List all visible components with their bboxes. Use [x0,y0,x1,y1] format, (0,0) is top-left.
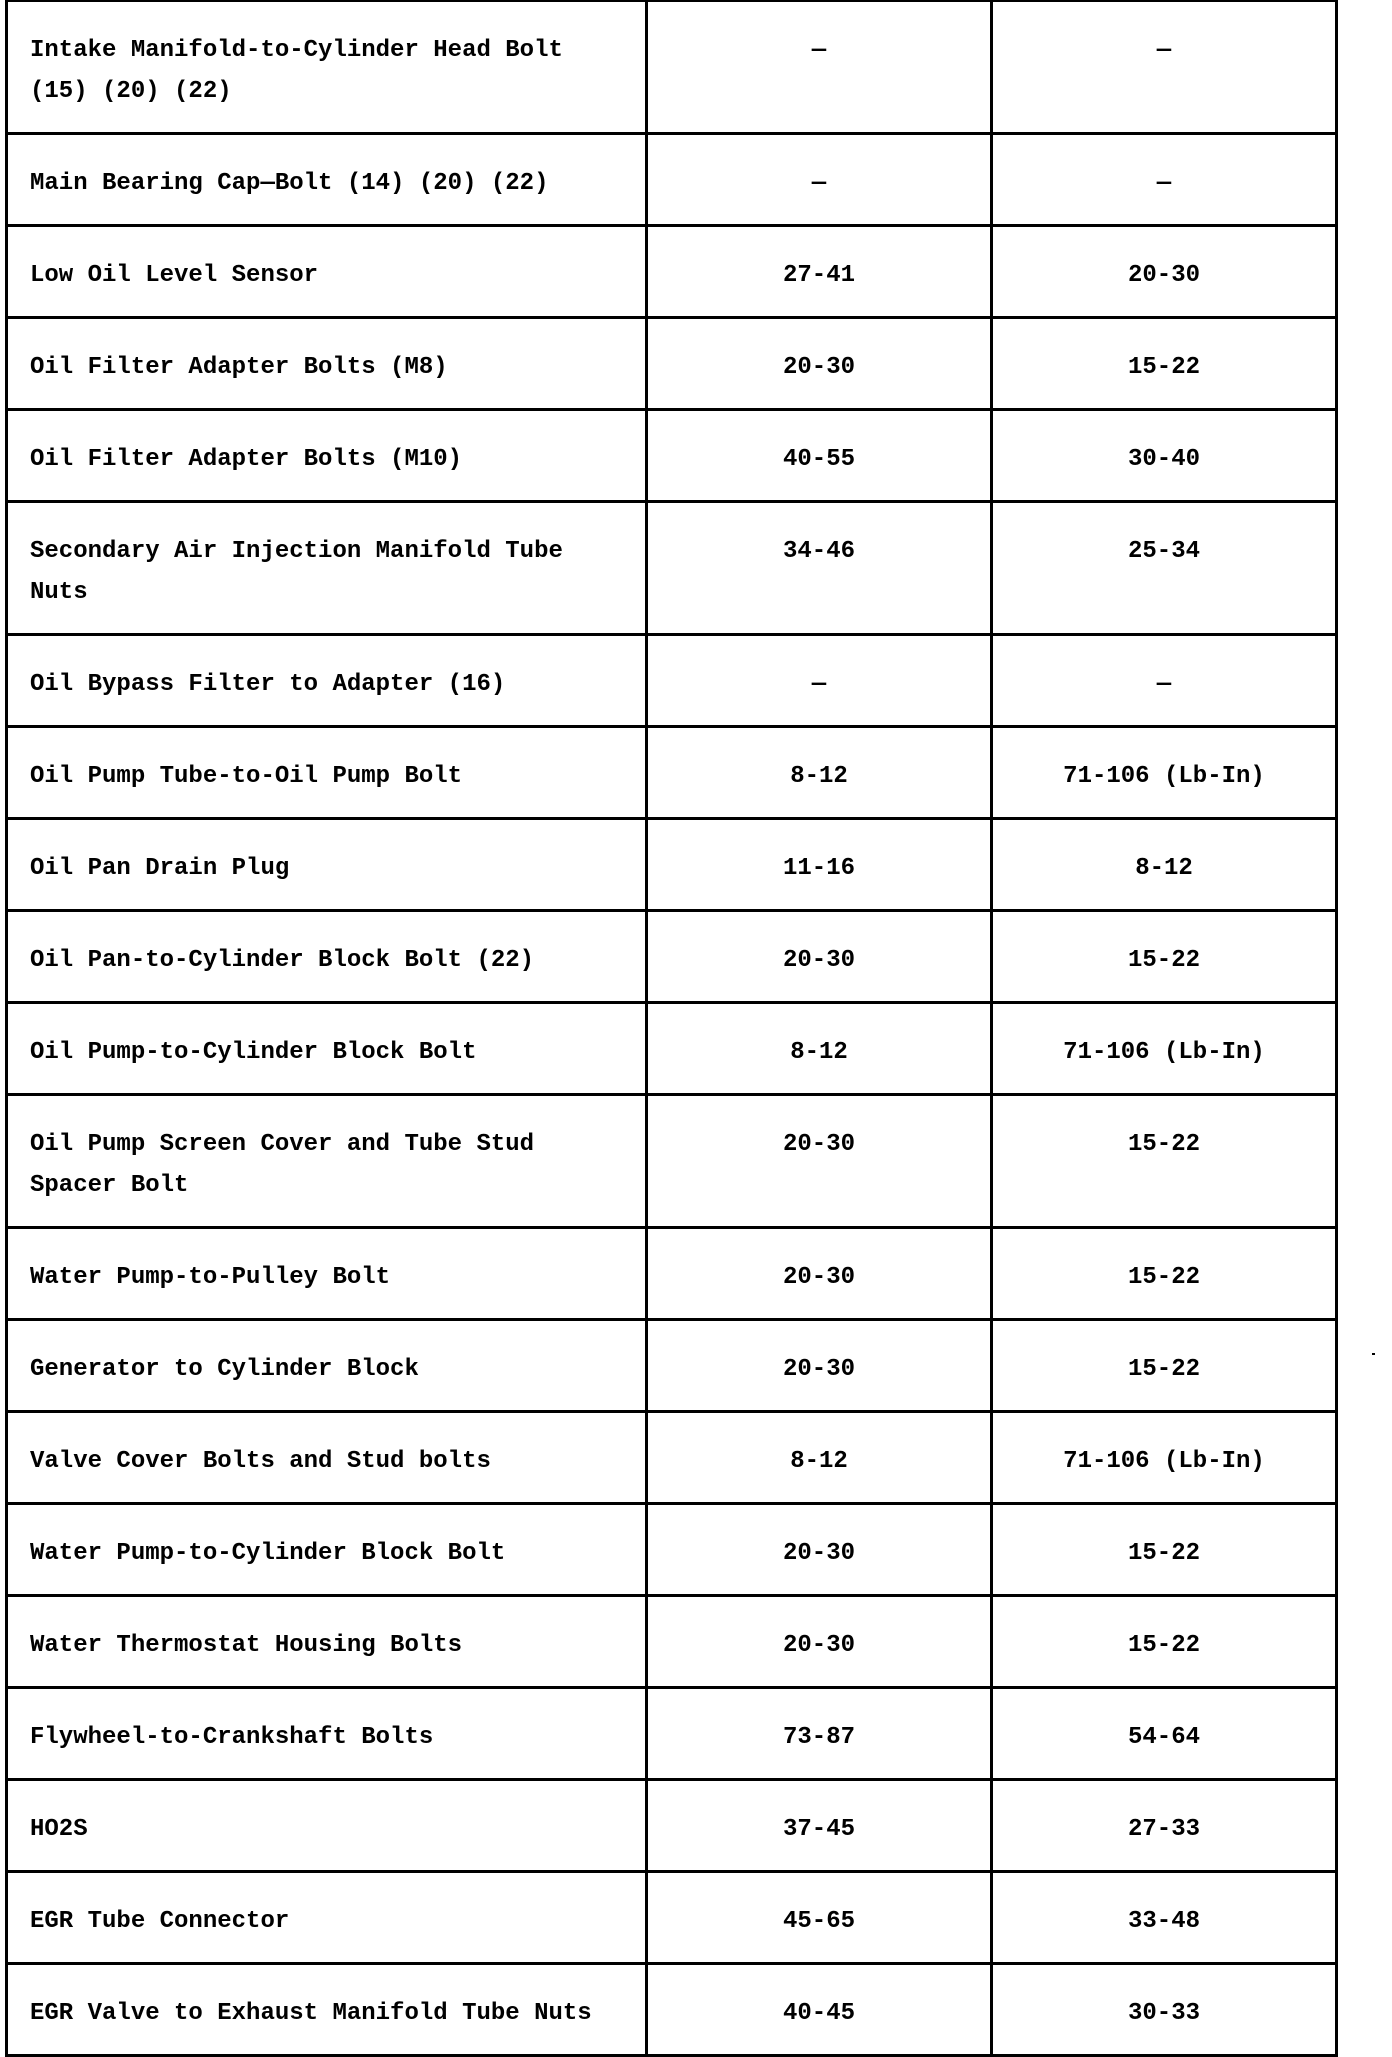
torque-spec-table [5,0,1338,2057]
fastener-cell: Oil Pan-to-Cylinder Block Bolt (22) [7,911,647,1003]
english-torque-cell: 15-22 [992,1228,1337,1320]
metric-torque-cell: 20-30 [647,1504,992,1596]
english-torque-cell: 15-22 [992,1095,1337,1228]
metric-torque-cell: 20-30 [647,318,992,410]
english-torque-cell: 30-40 [992,410,1337,502]
english-torque-cell: 8-12 [992,819,1337,911]
english-torque-cell: 54-64 [992,1688,1337,1780]
fastener-cell: Oil Filter Adapter Bolts (M10) [7,410,647,502]
metric-torque-cell: 40-55 [647,410,992,502]
fastener-cell: Oil Bypass Filter to Adapter (16) [7,635,647,727]
fastener-cell: Oil Pan Drain Plug [7,819,647,911]
table-row [7,1688,1337,1780]
english-torque-cell: 30-33 [992,1964,1337,2056]
table-row [7,1,1337,134]
metric-torque-cell: 20-30 [647,1095,992,1228]
metric-torque-cell: 34-46 [647,502,992,635]
metric-torque-cell: 37-45 [647,1780,992,1872]
table-row [7,134,1337,226]
table-row [7,1095,1337,1228]
table-row [7,1320,1337,1412]
metric-torque-cell: — [647,134,992,226]
metric-torque-cell: 73-87 [647,1688,992,1780]
table-row [7,1228,1337,1320]
fastener-cell: Valve Cover Bolts and Stud bolts [7,1412,647,1504]
table-row [7,226,1337,318]
metric-torque-cell: — [647,1,992,134]
metric-torque-cell: 20-30 [647,1596,992,1688]
metric-torque-cell: 20-30 [647,1320,992,1412]
table-row [7,911,1337,1003]
metric-torque-cell: 27-41 [647,226,992,318]
english-torque-cell: 71-106 (Lb-In) [992,727,1337,819]
table-row [7,410,1337,502]
english-torque-cell: 27-33 [992,1780,1337,1872]
english-torque-cell: — [992,635,1337,727]
english-torque-cell: 25-34 [992,502,1337,635]
english-torque-cell: 15-22 [992,1596,1337,1688]
metric-torque-cell: 11-16 [647,819,992,911]
english-torque-cell: 20-30 [992,226,1337,318]
table-row [7,1412,1337,1504]
table-row [7,1596,1337,1688]
metric-torque-cell: 20-30 [647,1228,992,1320]
table-row [7,502,1337,635]
english-torque-cell: — [992,1,1337,134]
metric-torque-cell: 8-12 [647,727,992,819]
english-torque-cell: 71-106 (Lb-In) [992,1003,1337,1095]
metric-torque-cell: 20-30 [647,911,992,1003]
fastener-cell: EGR Tube Connector [7,1872,647,1964]
table-row [7,819,1337,911]
metric-torque-cell: — [647,635,992,727]
table-row [7,318,1337,410]
english-torque-cell: 15-22 [992,1320,1337,1412]
english-torque-cell: — [992,134,1337,226]
english-torque-cell: 15-22 [992,911,1337,1003]
fastener-cell: Oil Pump Tube-to-Oil Pump Bolt [7,727,647,819]
scan-speck [1372,1353,1375,1355]
english-torque-cell: 15-22 [992,318,1337,410]
table-row [7,727,1337,819]
fastener-cell: EGR Valve to Exhaust Manifold Tube Nuts [7,1964,647,2056]
english-torque-cell: 15-22 [992,1504,1337,1596]
fastener-cell: Secondary Air Injection Manifold Tube Nuts [7,502,647,635]
table-row [7,1504,1337,1596]
fastener-cell: Oil Pump-to-Cylinder Block Bolt [7,1003,647,1095]
fastener-cell: Water Thermostat Housing Bolts [7,1596,647,1688]
fastener-cell: Low Oil Level Sensor [7,226,647,318]
table-row [7,1964,1337,2056]
fastener-cell: Oil Pump Screen Cover and Tube Stud Spacer Bolt [7,1095,647,1228]
fastener-cell: Water Pump-to-Pulley Bolt [7,1228,647,1320]
fastener-cell: Flywheel-to-Crankshaft Bolts [7,1688,647,1780]
table-row [7,1780,1337,1872]
fastener-cell: Generator to Cylinder Block [7,1320,647,1412]
table-row [7,1003,1337,1095]
table-row [7,635,1337,727]
fastener-cell: Main Bearing Cap—Bolt (14) (20) (22) [7,134,647,226]
fastener-cell: Water Pump-to-Cylinder Block Bolt [7,1504,647,1596]
metric-torque-cell: 40-45 [647,1964,992,2056]
fastener-cell: Intake Manifold-to-Cylinder Head Bolt (15) (20) (22) [7,1,647,134]
metric-torque-cell: 8-12 [647,1003,992,1095]
metric-torque-cell: 8-12 [647,1412,992,1504]
fastener-cell: Oil Filter Adapter Bolts (M8) [7,318,647,410]
english-torque-cell: 71-106 (Lb-In) [992,1412,1337,1504]
fastener-cell: HO2S [7,1780,647,1872]
table-row [7,1872,1337,1964]
english-torque-cell: 33-48 [992,1872,1337,1964]
torque-spec-body [7,0,1337,2056]
metric-torque-cell: 45-65 [647,1872,992,1964]
